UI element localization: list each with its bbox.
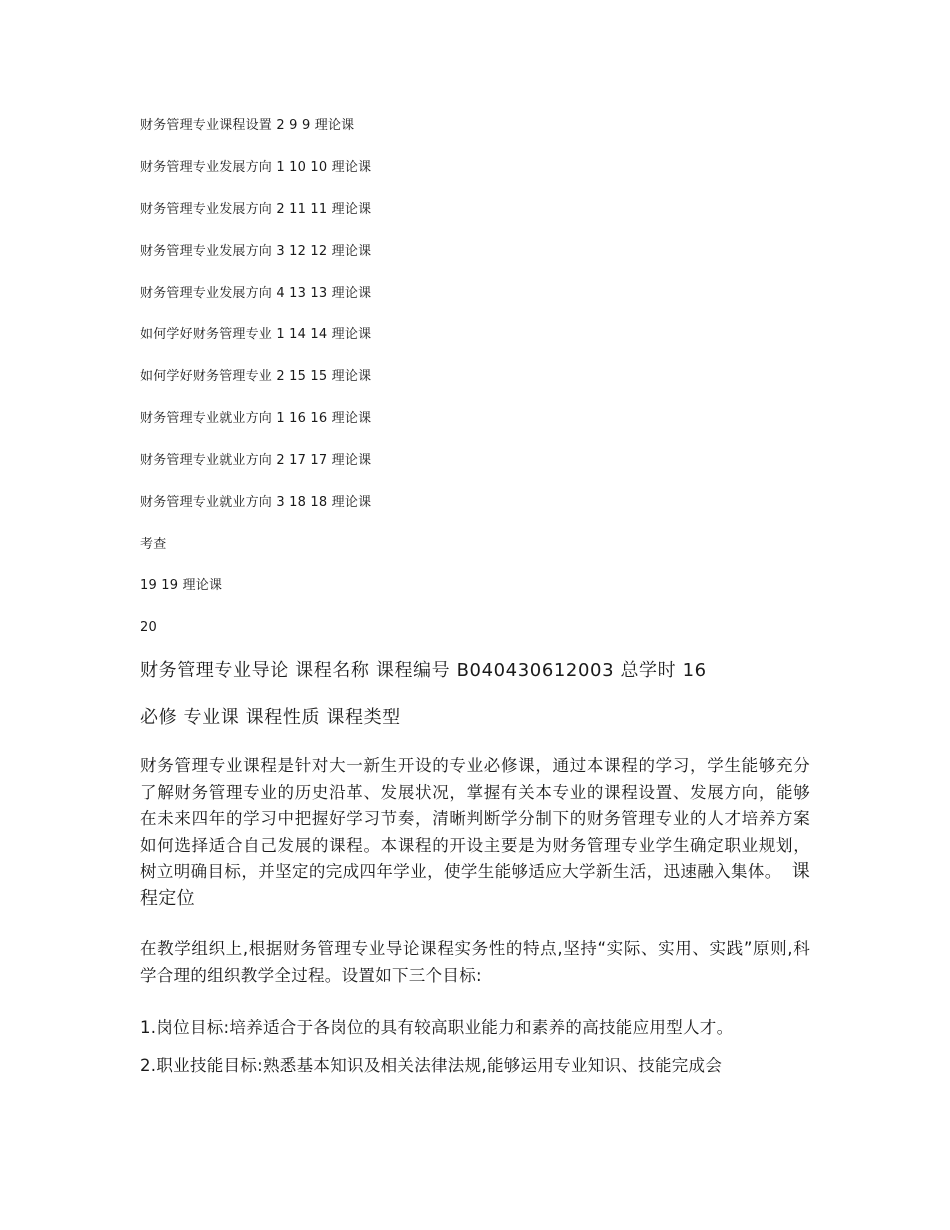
course-info-line-2: 必修 专业课 课程性质 课程类型 — [140, 707, 401, 728]
course-row-10: 财务管理专业就业方向 3 18 18 理论课 — [140, 495, 372, 510]
course-positioning-heading: 课程定位 — [140, 861, 810, 909]
course-row-3: 财务管理专业发展方向 2 11 11 理论课 — [140, 202, 372, 217]
course-row-7: 如何学好财务管理专业 2 15 15 理论课 — [140, 369, 372, 384]
teaching-organization-paragraph: 在教学组织上,根据财务管理专业导论课程实务性的特点,坚持“实际、实用、实践”原则,科学合理的组织教学全过程。设置如下三个目标: — [140, 939, 810, 985]
course-row-1: 财务管理专业课程设置 2 9 9 理论课 — [140, 118, 355, 133]
course-row-20: 20 — [140, 620, 157, 635]
course-info-line-1: 财务管理专业导论 课程名称 课程编号 B040430612003 总学时 16 — [140, 660, 707, 681]
course-row-4: 财务管理专业发展方向 3 12 12 理论课 — [140, 244, 372, 259]
course-positioning-text: 财务管理专业课程是针对大一新生开设的专业必修课，通过本课程的学习，学生能够充分了解财务管理专业的历史沿革、发展状况，掌握有关本专业的课程设置、发展方向，能够在未来四年的学习中把握好学习节奏，清晰判断学分制下的财务管理专业的人才培养方案如何选择适合自己发展的课程。本课程的开设主要是为财务管理专业学生确定职业规划，树立明确目标，并坚定的完成四年学业，使学生能够适应大学新生活，迅速融入集体。 — [140, 756, 810, 881]
course-row-19: 19 19 理论课 — [140, 578, 223, 593]
course-row-9: 财务管理专业就业方向 2 17 17 理论课 — [140, 453, 372, 468]
course-row-6: 如何学好财务管理专业 1 14 14 理论课 — [140, 327, 372, 342]
course-row-2: 财务管理专业发展方向 1 10 10 理论课 — [140, 160, 372, 175]
course-positioning-paragraph — [140, 753, 810, 912]
exam-label: 考查 — [140, 537, 167, 552]
course-row-8: 财务管理专业就业方向 1 16 16 理论课 — [140, 411, 372, 426]
goal-2-skill: 2.职业技能目标:熟悉基本知识及相关法律法规,能够运用专业知识、技能完成会 — [140, 1056, 723, 1075]
goal-1-position: 1.岗位目标:培养适合于各岗位的具有较高职业能力和素养的高技能应用型人才。 — [140, 1018, 734, 1037]
course-row-5: 财务管理专业发展方向 4 13 13 理论课 — [140, 286, 372, 301]
